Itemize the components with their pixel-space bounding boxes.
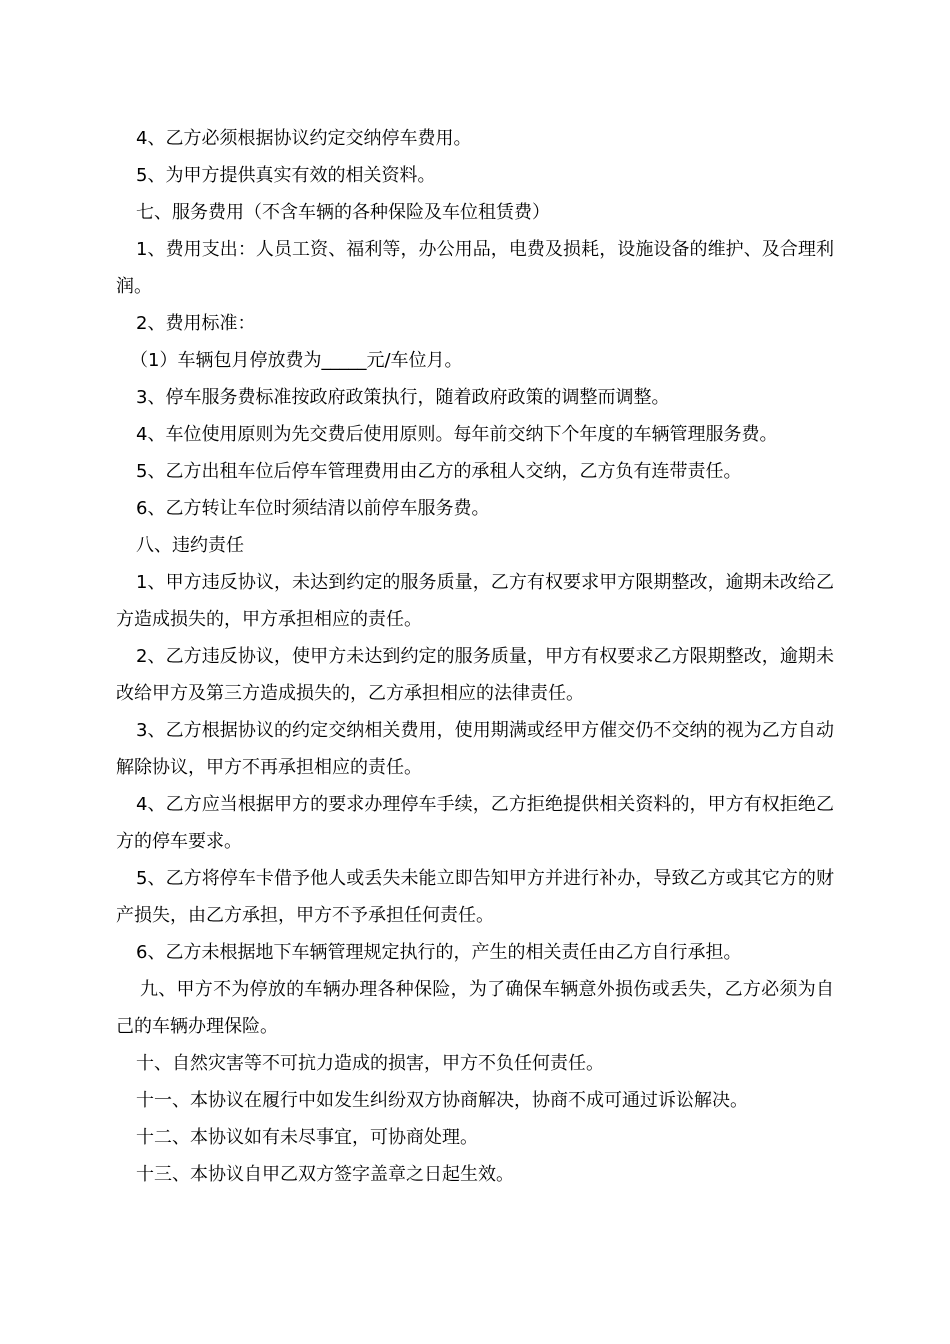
section-heading-breach: 八、违约责任	[136, 535, 244, 556]
section-heading-insurance: 九、甲方不为停放的车辆办理各种保险，为了确保车辆意外损伤或丢失，乙方必须为自己的车辆办理保险。	[116, 979, 834, 1037]
section-heading-unresolved-matters: 十二、本协议如有未尽事宜，可协商处理。	[136, 1127, 478, 1148]
paragraph-government-policy: 3、停车服务费标准按政府政策执行，随着政府政策的调整而调整。	[136, 387, 670, 408]
paragraph-payment-obligation: 4、乙方必须根据协议约定交纳停车费用。	[136, 128, 472, 149]
document-body	[116, 120, 834, 1193]
paragraph-auto-termination: 3、乙方根据协议的约定交纳相关费用，使用期满或经甲方催交仍不交纳的视为乙方自动解除协议，甲方不再承担相应的责任。	[116, 720, 834, 778]
section-heading-force-majeure: 十、自然灾害等不可抗力造成的损害，甲方不负任何责任。	[136, 1053, 604, 1074]
paragraph-transfer-settlement: 6、乙方转让车位时须结清以前停车服务费。	[136, 498, 490, 519]
paragraph-underground-rules: 6、乙方未根据地下车辆管理规定执行的，产生的相关责任由乙方自行承担。	[136, 942, 742, 963]
paragraph-provide-materials: 5、为甲方提供真实有效的相关资料。	[136, 165, 436, 186]
section-heading-effective-date: 十三、本协议自甲乙双方签字盖章之日起生效。	[136, 1164, 514, 1185]
paragraph-prepay-principle: 4、车位使用原则为先交费后使用原则。每年前交纳下个年度的车辆管理服务费。	[136, 424, 778, 445]
paragraph-monthly-parking-fee: （1）车辆包月停放费为_____元/车位月。	[130, 350, 463, 371]
paragraph-rental-liability: 5、乙方出租车位后停车管理费用由乙方的承租人交纳，乙方负有连带责任。	[136, 461, 742, 482]
paragraph-fee-standard: 2、费用标准：	[136, 313, 256, 334]
section-heading-dispute-resolution: 十一、本协议在履行中如发生纠纷双方协商解决，协商不成可通过诉讼解决。	[136, 1090, 748, 1111]
paragraph-fee-expenses: 1、费用支出：人员工资、福利等，办公用品，电费及损耗，设施设备的维护、及合理利润。	[116, 239, 834, 297]
paragraph-parking-procedures: 4、乙方应当根据甲方的要求办理停车手续，乙方拒绝提供相关资料的，甲方有权拒绝乙方的停车要求。	[116, 794, 834, 852]
paragraph-breach-party-a: 1、甲方违反协议，未达到约定的服务质量，乙方有权要求甲方限期整改，逾期未改给乙方造成损失的，甲方承担相应的责任。	[116, 572, 834, 630]
paragraph-parking-card-loss: 5、乙方将停车卡借予他人或丢失未能立即告知甲方并进行补办，导致乙方或其它方的财产损失，由乙方承担，甲方不予承担任何责任。	[116, 868, 834, 926]
paragraph-breach-party-b: 2、乙方违反协议，使甲方未达到约定的服务质量，甲方有权要求乙方限期整改，逾期未改给甲方及第三方造成损失的，乙方承担相应的法律责任。	[116, 646, 834, 704]
section-heading-service-fees: 七、服务费用（不含车辆的各种保险及车位租赁费）	[136, 202, 550, 223]
